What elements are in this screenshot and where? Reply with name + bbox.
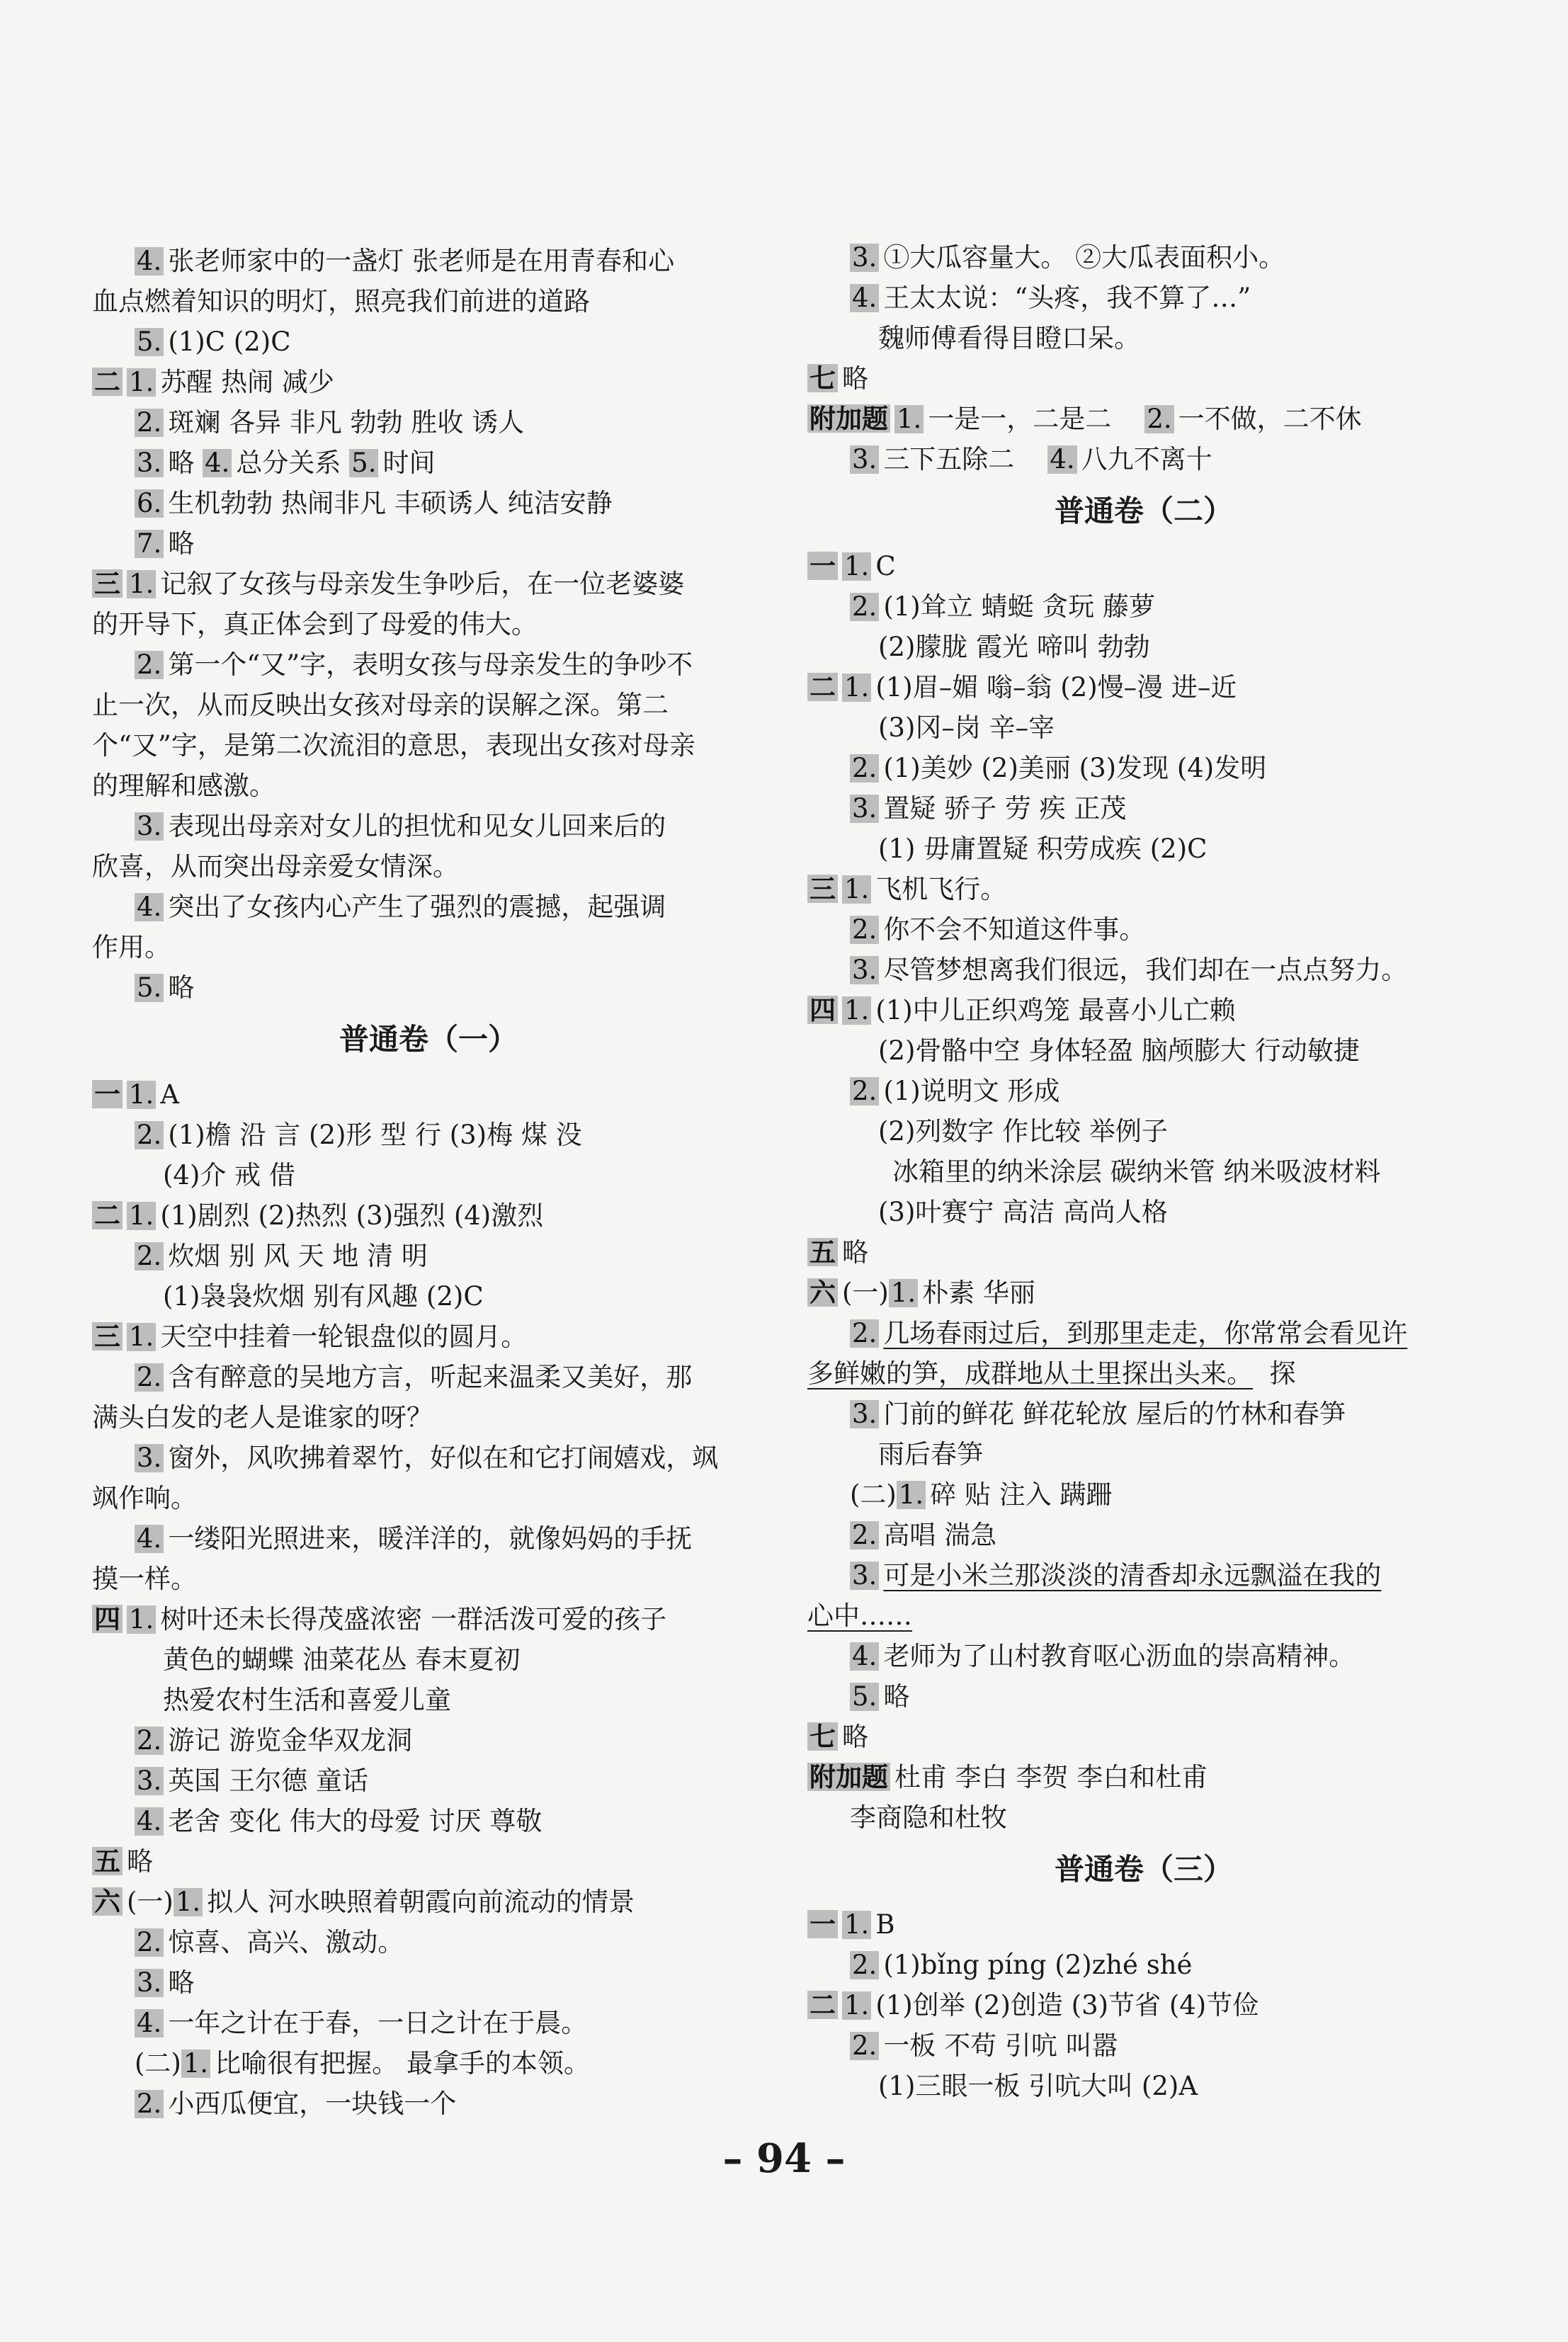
answer-line	[807, 869, 1480, 909]
answer-text: 时间	[382, 448, 436, 478]
answer-line	[92, 967, 765, 1008]
answer-text: 略	[842, 1237, 868, 1268]
answer-line	[92, 604, 765, 644]
answer-text: 天空中挂着一轮银盘似的圆月。	[160, 1321, 528, 1352]
section-marker: 一	[807, 1910, 838, 1938]
answer-text: 个“又”字，是第二次流泪的意思，表现出女孩对母亲	[92, 730, 695, 761]
answer-text: 黄色的蝴蝶 油菜花丛 春末夏初	[163, 1644, 521, 1675]
answer-text: 略	[127, 1846, 153, 1877]
answer-text: 记叙了女孩与母亲发生争吵后，在一位老婆婆	[160, 569, 685, 599]
answer-line	[807, 237, 1480, 278]
item-number: 2.	[135, 1727, 164, 1755]
item-number: 4.	[1047, 445, 1076, 474]
answer-line	[807, 627, 1480, 667]
answer-text: 三下五除二	[883, 444, 1015, 474]
answer-text: 第一个“又”字，表明女孩与母亲发生的争吵不	[168, 649, 693, 680]
answer-text: 欣喜，从而突出母亲爱女情深。	[92, 851, 459, 882]
answer-line	[807, 1985, 1480, 2025]
item-number: 4.	[135, 1807, 164, 1836]
answer-line	[807, 439, 1480, 479]
answer-text: 含有醉意的吴地方言，听起来温柔又美好，那	[168, 1362, 693, 1392]
answer-text: 热爱农村生活和喜爱儿童	[163, 1685, 451, 1715]
item-number: 1.	[127, 1323, 156, 1351]
section-marker: 二	[807, 673, 838, 701]
answer-line	[92, 281, 765, 322]
section-marker: 六	[92, 1887, 123, 1916]
answer-text: 门前的鲜花 鲜花轮放 屋后的竹林和春笋	[883, 1399, 1346, 1429]
section-marker: 四	[92, 1605, 123, 1633]
answer-line	[807, 788, 1480, 829]
answer-line	[807, 829, 1480, 869]
item-number: 1.	[842, 1991, 871, 2020]
answer-line	[92, 887, 765, 927]
answer-line	[92, 1276, 765, 1317]
answer-line	[92, 1518, 765, 1559]
answer-text: (1)C (2)C	[168, 326, 291, 357]
section-marker: 三	[92, 569, 123, 598]
section-marker: 三	[92, 1322, 123, 1351]
answer-text: 一板 不苟 引吭 叫嚣	[883, 2030, 1118, 2061]
item-number: 1.	[127, 1605, 156, 1634]
section-marker: 三	[807, 875, 838, 903]
answer-line	[92, 1559, 765, 1599]
item-number: 2.	[135, 409, 164, 437]
answer-text: (1)中儿正织鸡笼 最喜小儿亡赖	[875, 995, 1236, 1025]
answer-text: 止一次，从而反映出女孩对母亲的误解之深。第二	[92, 690, 669, 720]
answer-line	[807, 707, 1480, 748]
answer-text: 血点燃着知识的明灯，照亮我们前进的道路	[92, 286, 590, 317]
answer-text: 几场春雨过后，到那里走走，你常常会看见许	[883, 1318, 1408, 1348]
answer-text: 略	[168, 1967, 195, 1998]
item-number: 2.	[850, 916, 879, 944]
answer-line	[807, 1757, 1480, 1797]
answer-text: 冰箱里的纳米涂层 碳纳米管 纳米吸波材料	[892, 1156, 1381, 1187]
answer-line	[92, 523, 765, 564]
answer-line	[807, 1596, 1480, 1636]
answer-line	[92, 1680, 765, 1720]
answer-line	[92, 322, 765, 362]
answer-line	[92, 1841, 765, 1882]
answer-text: 置疑 骄子 劳 疾 正茂	[883, 793, 1127, 824]
answer-line	[807, 667, 1480, 707]
answer-line	[807, 1717, 1480, 1757]
item-number: 5.	[349, 449, 378, 477]
answer-line	[92, 1438, 765, 1478]
answer-text: 摸一样。	[92, 1564, 197, 1594]
answer-text: (1)檐 沿 言 (2)形 型 行 (3)梅 煤 没	[168, 1120, 582, 1150]
item-number: 2.	[135, 2090, 164, 2118]
bonus-question-tag: 附加题	[807, 1763, 890, 1791]
answer-text: (1)说明文 形成	[883, 1076, 1060, 1106]
item-number: 4.	[135, 893, 164, 921]
answer-text: (4)介 戒 借	[163, 1160, 295, 1190]
answer-line	[92, 1882, 765, 1922]
section-heading: 普通卷（一）	[339, 1022, 518, 1057]
answer-line	[92, 644, 765, 685]
answer-line	[92, 1639, 765, 1680]
answer-text: 探	[1269, 1358, 1296, 1389]
answer-text: A	[160, 1079, 180, 1110]
answer-line	[92, 362, 765, 402]
answer-text: 苏醒 热闹 减少	[160, 367, 334, 397]
item-number: 2.	[135, 1121, 164, 1149]
answer-text: 表现出母亲对女儿的担忧和见女儿回来后的	[168, 811, 666, 841]
item-number: 7.	[135, 530, 164, 558]
answer-line	[92, 1599, 765, 1639]
section-heading: 普通卷（二）	[1054, 494, 1233, 528]
answer-text: 多鲜嫩的笋，成群地从土里探出头来。	[807, 1358, 1253, 1389]
answer-line	[92, 927, 765, 967]
answer-line	[92, 1155, 765, 1195]
answer-text: 总分关系	[236, 448, 341, 478]
answer-line	[807, 1474, 1480, 1515]
answer-text: (2)朦胧 霞光 啼叫 勃勃	[878, 632, 1150, 662]
answer-text: 略	[883, 1681, 910, 1712]
item-number: 1.	[889, 1279, 918, 1307]
item-number: 4.	[135, 2009, 164, 2037]
answer-line	[807, 1030, 1480, 1071]
answer-line	[807, 950, 1480, 990]
item-number: 3.	[135, 1767, 164, 1795]
answer-line	[807, 278, 1480, 318]
item-number: 2.	[1144, 405, 1174, 433]
answer-text: 飞机飞行。	[875, 874, 1007, 904]
item-number: 3.	[850, 244, 879, 272]
answer-line	[807, 1192, 1480, 1232]
answer-text: 可是小米兰那淡淡的清香却永远飘溢在我的	[883, 1560, 1382, 1591]
answer-line	[92, 2003, 765, 2043]
item-number: 2.	[850, 2032, 879, 2060]
item-number: 2.	[135, 1242, 164, 1271]
answer-line	[92, 1801, 765, 1841]
item-number: 2.	[850, 1077, 879, 1105]
answer-text: 老师为了山村教育呕心沥血的崇高精神。	[883, 1641, 1356, 1671]
answer-line	[92, 443, 765, 483]
answer-line	[807, 1152, 1480, 1192]
answer-line	[807, 1797, 1480, 1838]
answer-line	[807, 399, 1480, 439]
answer-text: 树叶还未长得茂盛浓密 一群活泼可爱的孩子	[160, 1604, 667, 1635]
answer-line	[807, 909, 1480, 950]
item-number: 3.	[135, 812, 164, 841]
answer-line	[92, 2043, 765, 2084]
answer-line	[92, 806, 765, 846]
answer-text: 略	[168, 528, 195, 559]
answer-text: 你不会不知道这件事。	[883, 914, 1146, 945]
answer-text: 的开导下，真正体会到了母爱的伟大。	[92, 609, 538, 639]
answer-line	[92, 1317, 765, 1357]
answer-text: 八九不离十	[1081, 444, 1212, 474]
answer-line	[92, 1720, 765, 1761]
item-number: 4.	[850, 284, 879, 312]
answer-text: (1)剧烈 (2)热烈 (3)强烈 (4)激烈	[160, 1200, 544, 1231]
answer-text: 生机勃勃 热闹非凡 丰硕诱人 纯洁安静	[168, 488, 613, 518]
answer-text: 雨后春笋	[878, 1439, 983, 1470]
answer-text: 杜甫 李白 李贺 李白和杜甫	[894, 1762, 1208, 1792]
answer-line	[807, 318, 1480, 358]
answer-line	[92, 846, 765, 887]
item-number: 3.	[850, 956, 879, 984]
answer-text: (1)袅袅炊烟 别有风趣 (2)C	[163, 1281, 484, 1312]
item-number: 4.	[203, 449, 232, 477]
page-number: – 94 –	[722, 2135, 846, 2182]
answer-line	[92, 1397, 765, 1438]
answer-line	[807, 1273, 1480, 1313]
item-number: 2.	[850, 593, 879, 621]
section-marker: 五	[92, 1847, 123, 1875]
answer-text: (1)眉–媚 嗡–翁 (2)慢–漫 进–近	[875, 672, 1237, 703]
answer-line	[92, 483, 765, 523]
answer-line	[807, 1353, 1480, 1394]
answer-line	[92, 1115, 765, 1155]
answer-text: 碎 贴 注入 蹒跚	[930, 1479, 1113, 1510]
section-heading: 普通卷（三）	[1054, 1852, 1233, 1887]
item-number: 3.	[850, 1400, 879, 1428]
answer-text: 斑斓 各异 非凡 勃勃 胜收 诱人	[168, 407, 525, 438]
answer-line	[807, 2025, 1480, 2066]
answer-line	[807, 748, 1480, 788]
answer-text: 满头白发的老人是谁家的呀？	[92, 1402, 433, 1433]
answer-line	[807, 1636, 1480, 1676]
item-number: 3.	[850, 445, 879, 474]
item-number: 1.	[897, 1481, 926, 1509]
answer-line	[807, 1945, 1480, 1985]
answer-text: (1)耸立 蜻蜓 贪玩 藤萝	[883, 591, 1156, 622]
answer-text: (2)骨骼中空 身体轻盈 脑颅膨大 行动敏捷	[878, 1035, 1360, 1066]
item-number: 2.	[850, 1951, 879, 1979]
answer-line	[92, 766, 765, 806]
section-marker: 一	[92, 1080, 123, 1108]
answer-line	[92, 1195, 765, 1236]
answer-text: 老舍 变化 伟大的母爱 讨厌 尊敬	[168, 1806, 542, 1836]
answer-text: 一是一，二是二	[928, 404, 1112, 434]
item-number: 4.	[850, 1642, 879, 1671]
answer-line	[807, 546, 1480, 586]
answer-text: 英国 王尔德 童话	[168, 1766, 368, 1796]
answer-line	[92, 1074, 765, 1115]
right-column	[807, 237, 1480, 2106]
answer-text: (1)美妙 (2)美丽 (3)发现 (4)发明	[883, 753, 1267, 783]
answer-text: 一缕阳光照进来，暖洋洋的，就像妈妈的手抚	[168, 1523, 693, 1554]
answer-line	[92, 1478, 765, 1518]
answer-text: (1)创举 (2)创造 (3)节省 (4)节俭	[875, 1990, 1259, 2020]
answer-text: 一不做，二不休	[1178, 404, 1362, 434]
item-number: 3.	[850, 1562, 879, 1590]
answer-text: (3)冈–岗 辛–宰	[878, 712, 1055, 743]
section-marker: 七	[807, 1722, 838, 1751]
section-marker: 二	[92, 1201, 123, 1229]
item-number: 2.	[850, 1319, 879, 1348]
answer-text: (3)叶赛宁 高洁 高尚人格	[878, 1197, 1168, 1227]
item-number: 1.	[842, 1911, 871, 1939]
answer-line	[807, 990, 1480, 1030]
answer-text: 略	[842, 1722, 868, 1752]
item-number: 3.	[135, 1444, 164, 1472]
answer-line	[807, 1434, 1480, 1474]
answer-text: 突出了女孩内心产生了强烈的震撼，起强调	[168, 892, 666, 922]
item-number: 1.	[174, 1888, 203, 1916]
sub-part-label: (二)	[135, 2048, 181, 2079]
answer-line	[92, 1962, 765, 2003]
answer-text: 比喻很有把握。 最拿手的本领。	[215, 2048, 590, 2079]
sub-part-label: (一)	[127, 1887, 174, 1917]
item-number: 2.	[850, 1521, 879, 1550]
item-number: 1.	[127, 368, 156, 397]
answer-text: (1) 毋庸置疑 积劳成疾 (2)C	[878, 834, 1208, 864]
answer-text: 小西瓜便宜，一块钱一个	[168, 2088, 457, 2119]
answer-text: 魏师傅看得目瞪口呆。	[878, 323, 1140, 353]
answer-text: 心中……	[807, 1601, 912, 1631]
item-number: 3.	[850, 795, 879, 823]
answer-line	[92, 564, 765, 604]
answer-text: 略	[842, 363, 868, 394]
item-number: 6.	[135, 489, 164, 518]
answer-line	[92, 1761, 765, 1801]
answer-text: 王太太说：“头疼，我不算了…”	[883, 283, 1251, 313]
answer-text: (2)列数字 作比较 举例子	[878, 1116, 1168, 1147]
answer-line	[807, 1071, 1480, 1111]
section-marker: 五	[807, 1238, 838, 1266]
answer-line	[92, 1236, 765, 1276]
answer-line	[92, 2084, 765, 2124]
answer-text: 朴素 华丽	[922, 1278, 1035, 1308]
item-number: 3.	[135, 449, 164, 477]
answer-text: 游记 游览金华双龙洞	[168, 1725, 413, 1756]
item-number: 3.	[135, 1969, 164, 1997]
item-number: 2.	[135, 1363, 164, 1392]
answer-text: 李商隐和杜牧	[850, 1802, 1007, 1833]
answer-line	[807, 2066, 1480, 2106]
left-column	[92, 241, 765, 2124]
section-marker: 一	[807, 552, 838, 580]
item-number: 1.	[127, 1081, 156, 1109]
answer-text: 惊喜、高兴、激动。	[168, 1927, 404, 1957]
item-number: 1.	[894, 405, 924, 433]
item-number: 1.	[127, 570, 156, 598]
answer-line	[807, 586, 1480, 627]
item-number: 5.	[850, 1683, 879, 1711]
item-number: 5.	[135, 328, 164, 356]
answer-text: C	[875, 551, 896, 581]
item-number: 2.	[135, 1928, 164, 1957]
answer-line	[92, 685, 765, 725]
answer-line	[807, 1232, 1480, 1273]
answer-line	[807, 358, 1480, 399]
item-number: 2.	[850, 754, 879, 783]
answer-line	[807, 1555, 1480, 1596]
item-number: 1.	[842, 996, 871, 1025]
answer-text: 的理解和感激。	[92, 771, 275, 801]
item-number: 4.	[135, 1525, 164, 1553]
item-number: 1.	[842, 875, 871, 904]
answer-line	[92, 1922, 765, 1962]
answer-line	[807, 1515, 1480, 1555]
answer-line	[92, 1357, 765, 1397]
answer-text: 略	[168, 448, 195, 478]
answer-text: 飒作响。	[92, 1483, 197, 1513]
item-number: 1.	[127, 1202, 156, 1230]
sub-part-label: (二)	[850, 1479, 897, 1510]
answer-text: B	[875, 1909, 895, 1940]
answer-text: ①大瓜容量大。 ②大瓜表面积小。	[883, 242, 1285, 273]
item-number: 5.	[135, 974, 164, 1002]
answer-line	[92, 241, 765, 281]
answer-line	[807, 1111, 1480, 1152]
answer-text: (1)bǐng píng (2)zhé shé	[883, 1950, 1193, 1980]
item-number: 1.	[181, 2050, 210, 2078]
answer-line	[807, 1313, 1480, 1353]
section-marker: 四	[807, 996, 838, 1024]
item-number: 4.	[135, 247, 164, 275]
answer-text: 尽管梦想离我们很远，我们却在一点点努力。	[883, 955, 1408, 985]
section-marker: 二	[807, 1991, 838, 2019]
answer-text: 高唱 湍急	[883, 1520, 997, 1550]
section-marker: 六	[807, 1278, 838, 1307]
answer-text: 一年之计在于春，一日之计在于晨。	[168, 2008, 588, 2038]
answer-text: 作用。	[92, 932, 171, 962]
bonus-question-tag: 附加题	[807, 404, 890, 433]
answer-text: (1)三眼一板 引吭大叫 (2)A	[878, 2071, 1198, 2101]
section-marker: 二	[92, 368, 123, 396]
answer-text: 炊烟 别 风 天 地 清 明	[168, 1241, 428, 1271]
answer-text: 拟人 河水映照着朝霞向前流动的情景	[207, 1887, 635, 1917]
sub-part-label: (一)	[842, 1278, 889, 1308]
answer-text: 张老师家中的一盏灯 张老师是在用青春和心	[168, 246, 675, 276]
item-number: 2.	[135, 651, 164, 679]
answer-text: 略	[168, 972, 195, 1003]
section-marker: 七	[807, 364, 838, 392]
answer-line	[807, 1394, 1480, 1434]
answer-line	[807, 1676, 1480, 1717]
answer-line	[92, 402, 765, 443]
answer-text: 窗外，风吹拂着翠竹，好似在和它打闹嬉戏，飒	[168, 1443, 719, 1473]
answer-line	[807, 1904, 1480, 1945]
answer-line	[92, 725, 765, 766]
item-number: 1.	[842, 552, 871, 581]
item-number: 1.	[842, 673, 871, 702]
